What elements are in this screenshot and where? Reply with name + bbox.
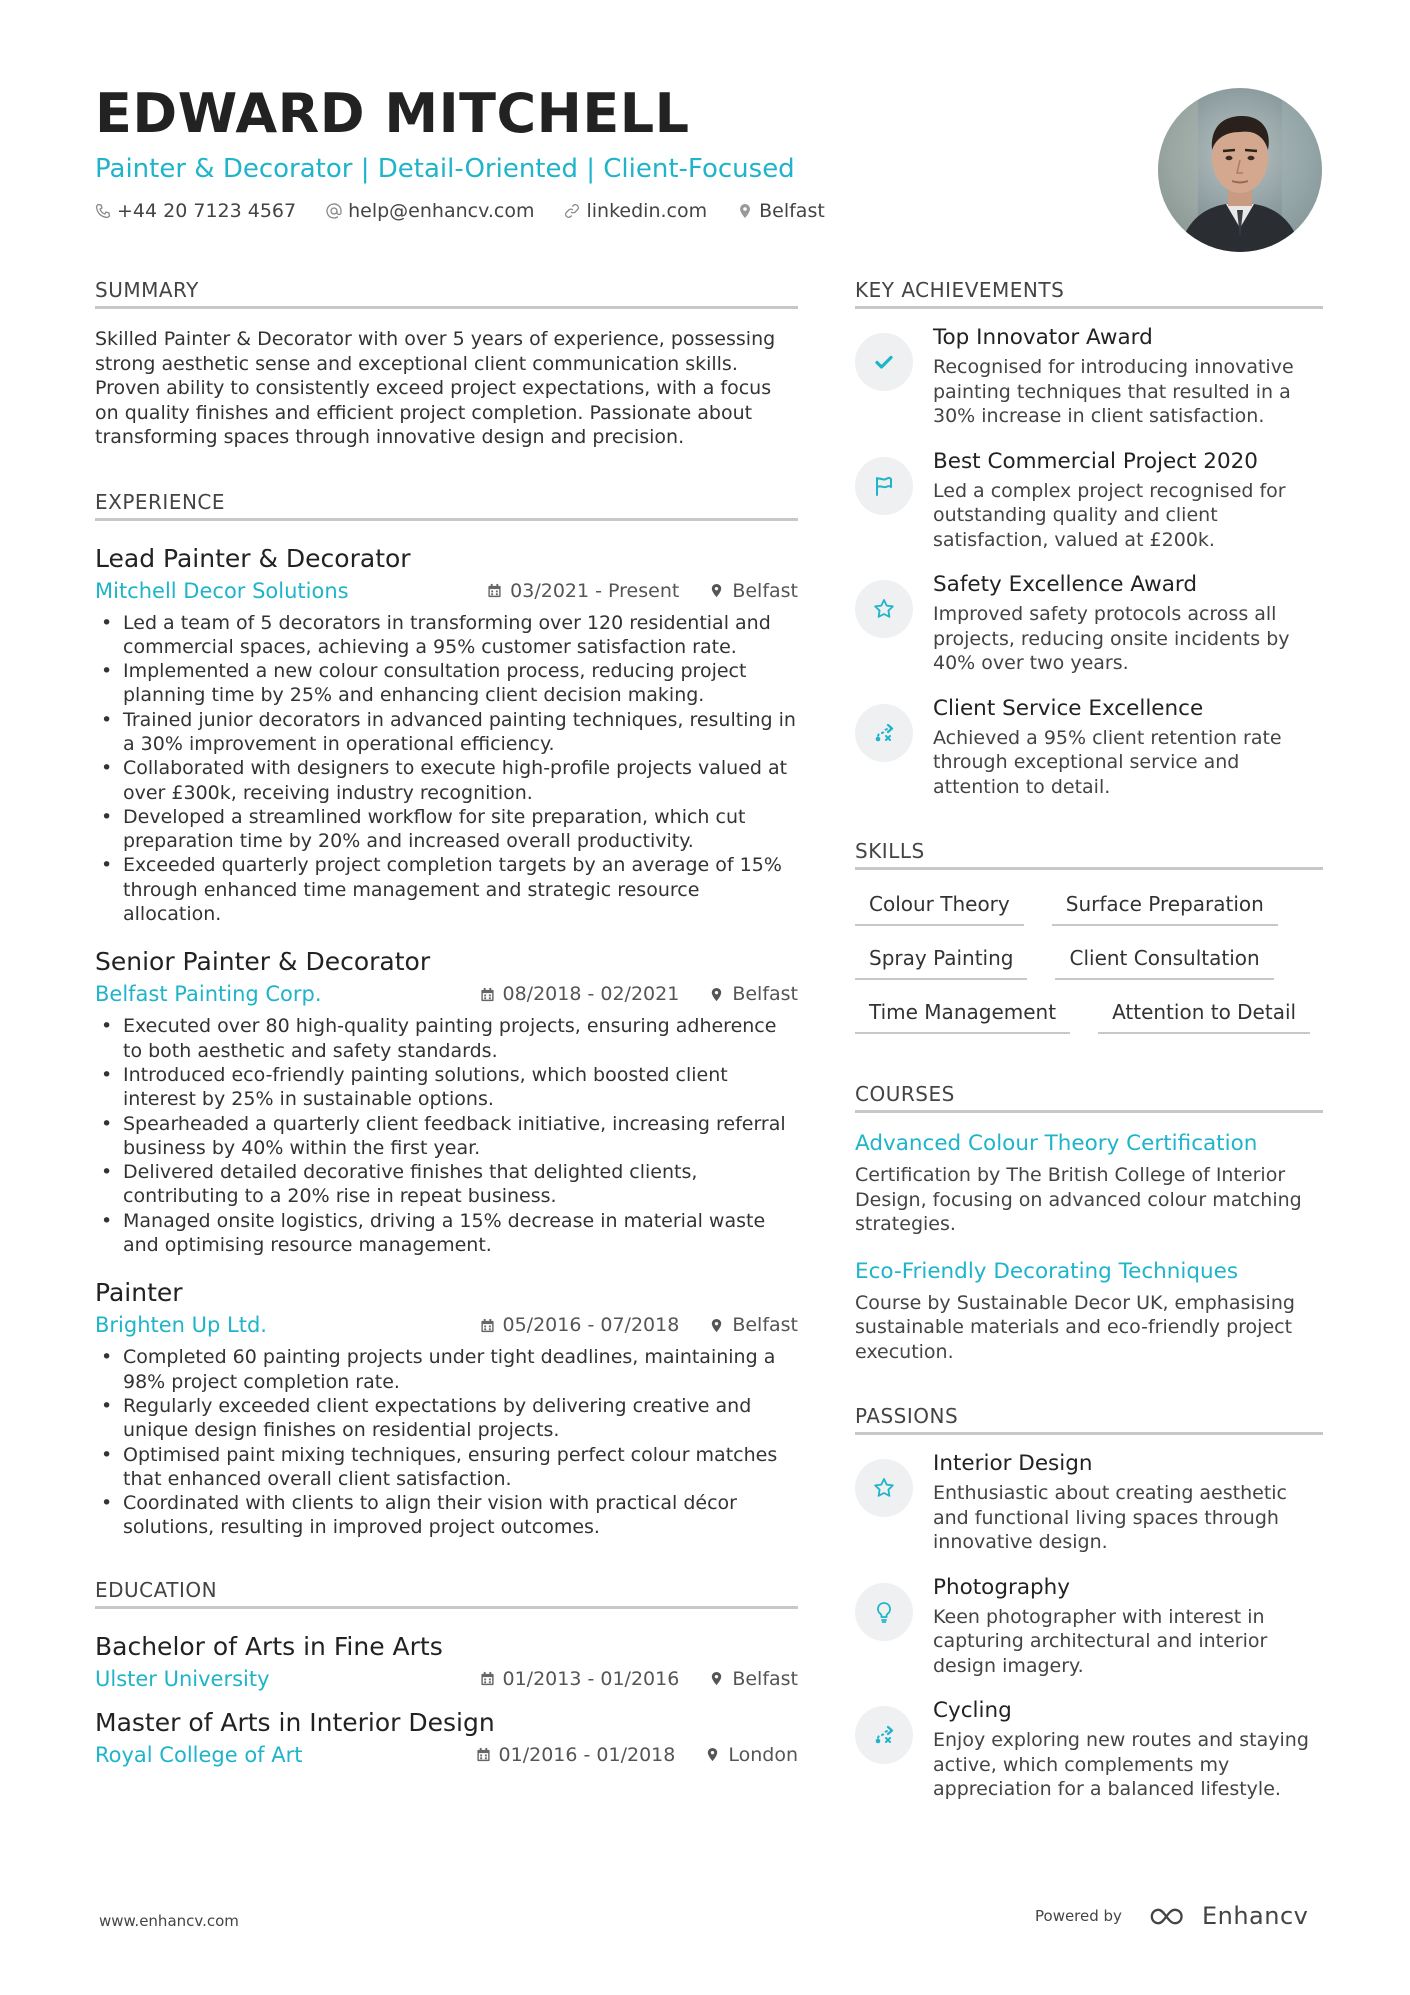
passion-body xyxy=(933,1449,1323,1555)
job-company: Mitchell Decor Solutions xyxy=(95,578,349,603)
education-school: Ulster University xyxy=(95,1666,270,1691)
contact-linkedin[interactable] xyxy=(564,200,707,222)
passion-desc: Keen photographer with interest in capturing architectural and interior design imagery. xyxy=(933,1605,1268,1677)
passion-icon-badge xyxy=(855,1459,913,1517)
passion-title: Photography xyxy=(933,1574,1070,1600)
job-bullet: • Collaborated with designers to execute high-profile projects valued at over £300k, receiving industry recognition. xyxy=(95,756,798,805)
passion-title: Cycling xyxy=(933,1698,1012,1723)
education-heading: EDUCATION xyxy=(95,1578,798,1609)
education-location-text: Belfast xyxy=(732,1667,798,1690)
skill-tag: Client Consultation xyxy=(1055,940,1273,980)
job-bullet: • Introduced eco-friendly painting solutions, which boosted client interest by 25% in sustainable options. xyxy=(95,1063,798,1112)
education-meta-right xyxy=(476,1744,798,1766)
calendar-icon xyxy=(480,987,495,1002)
education-meta xyxy=(95,1667,798,1691)
education-meta xyxy=(95,1743,798,1767)
job-bullet: • Executed over 80 high-quality painting projects, ensuring adherence to both aesthetic and safety standards. xyxy=(95,1014,798,1063)
job-meta xyxy=(95,982,798,1006)
course-desc: Certification by The British College of Interior Design, focusing on advanced colour matching strategies. xyxy=(855,1164,1302,1235)
location-pin-icon xyxy=(709,1671,724,1686)
right-column xyxy=(855,278,1323,1820)
passion-title: Interior Design xyxy=(933,1451,1093,1476)
enhancv-logo-icon xyxy=(1148,1905,1194,1928)
job-bullet: • Implemented a new colour consultation process, reducing project planning time by 25% and enhancing client decision making. xyxy=(95,659,798,708)
job-dates-text: 05/2016 - 07/2018 xyxy=(502,1314,680,1337)
location-pin-icon xyxy=(705,1747,720,1762)
left-column xyxy=(95,278,798,1783)
passion-item xyxy=(855,1449,1323,1555)
route-icon xyxy=(872,1723,896,1747)
candidate-name: EDWARD MITCHELL xyxy=(95,82,690,145)
job-location-text: Belfast xyxy=(732,983,798,1006)
education-degree: Master of Arts in Interior Design xyxy=(95,1707,495,1737)
job-location xyxy=(709,1314,798,1336)
job-bullets xyxy=(95,1014,798,1257)
achievement-title: Top Innovator Award xyxy=(933,325,1153,350)
education-location xyxy=(705,1744,798,1766)
job-meta-right xyxy=(480,983,799,1005)
education-dates-text: 01/2013 - 01/2016 xyxy=(502,1667,680,1690)
job-bullet: • Managed onsite logistics, driving a 15% decrease in material waste and optimising resource management. xyxy=(95,1209,798,1258)
job-role: Lead Painter & Decorator xyxy=(95,543,411,573)
achievement-item xyxy=(855,694,1323,800)
course-item xyxy=(855,1129,1323,1237)
education-dates xyxy=(476,1744,676,1766)
experience-heading: EXPERIENCE xyxy=(95,490,798,521)
job-entry xyxy=(95,543,798,927)
job-meta-right xyxy=(480,1314,799,1336)
contact-location xyxy=(737,200,825,222)
job-location-text: Belfast xyxy=(732,579,798,602)
course-item xyxy=(855,1257,1323,1365)
job-dates xyxy=(480,983,680,1005)
job-entry xyxy=(95,946,798,1257)
achievement-desc: Led a complex project recognised for outstanding quality and client satisfaction, valued at £200k. xyxy=(933,479,1286,551)
job-role: Senior Painter & Decorator xyxy=(95,947,431,977)
profile-photo xyxy=(1158,88,1322,252)
brand-name: Enhancv xyxy=(1201,1902,1309,1930)
achievement-icon-badge xyxy=(855,457,913,515)
passion-icon-badge xyxy=(855,1706,913,1764)
job-bullets xyxy=(95,1345,798,1539)
location-pin-icon xyxy=(709,1318,724,1333)
resume-header xyxy=(95,82,1095,222)
education-entry xyxy=(95,1631,798,1691)
job-bullet: • Optimised paint mixing techniques, ensuring perfect colour matches that enhanced overall client satisfaction. xyxy=(95,1443,798,1492)
route-icon xyxy=(872,721,896,745)
job-dates-text: 03/2021 - Present xyxy=(510,579,680,602)
job-meta xyxy=(95,1313,798,1337)
job-location-text: Belfast xyxy=(732,1314,798,1337)
location-pin-icon xyxy=(737,203,753,219)
skills-heading: SKILLS xyxy=(855,839,1323,870)
achievement-desc: Improved safety protocols across all projects, reducing onsite incidents by 40% over two years. xyxy=(933,603,1290,674)
achievement-icon-badge xyxy=(855,580,913,638)
job-dates xyxy=(480,1314,680,1336)
courses-heading: COURSES xyxy=(855,1082,1323,1113)
achievement-icon-badge xyxy=(855,704,913,762)
phone-icon xyxy=(95,203,111,219)
phone-text: +44 20 7123 4567 xyxy=(117,200,297,222)
contact-bar xyxy=(95,200,1095,222)
passion-desc: Enjoy exploring new routes and staying active, which complements my appreciation for a balanced lifestyle. xyxy=(933,1729,1309,1800)
skill-tag: Colour Theory xyxy=(855,886,1024,926)
summary-heading: SUMMARY xyxy=(95,278,798,309)
linkedin-text: linkedin.com xyxy=(586,200,708,222)
job-location xyxy=(709,983,798,1005)
achievement-item xyxy=(855,447,1323,553)
achievement-body xyxy=(933,323,1323,429)
summary-text: Skilled Painter & Decorator with over 5 years of experience, possessing strong aesthetic sense and exceptional client communication skills. Proven ability to consistently exceed project expectations, with a focus on quality finishes and efficient project completion. Passionate about transforming spaces through innovative design and precision. xyxy=(95,328,776,448)
job-bullet: • Trained junior decorators in advanced painting techniques, resulting in a 30% improvement in operational efficiency. xyxy=(95,708,798,757)
skill-tag: Time Management xyxy=(855,994,1070,1034)
job-dates-text: 08/2018 - 02/2021 xyxy=(502,983,680,1006)
job-bullet: • Exceeded quarterly project completion targets by an average of 15% through enhanced time management and strategic resource allocation. xyxy=(95,853,798,926)
job-entry xyxy=(95,1277,798,1539)
check-icon xyxy=(872,350,896,374)
calendar-icon xyxy=(480,1671,495,1686)
passion-body xyxy=(933,1696,1323,1802)
job-role: Painter xyxy=(95,1278,183,1308)
achievement-icon-badge xyxy=(855,333,913,391)
achievement-desc: Recognised for introducing innovative painting techniques that resulted in a 30% increase in client satisfaction. xyxy=(933,356,1294,427)
job-location xyxy=(709,580,798,602)
flag-icon xyxy=(872,474,896,498)
job-bullet: • Led a team of 5 decorators in transforming over 120 residential and commercial spaces, achieving a 95% customer satisfaction rate. xyxy=(95,611,798,660)
course-desc: Course by Sustainable Decor UK, emphasising sustainable materials and eco-friendly project execution. xyxy=(855,1291,1295,1363)
education-location-text: London xyxy=(728,1743,798,1766)
headline: Painter & Decorator | Detail-Oriented | Client-Focused xyxy=(95,154,795,184)
job-bullet: • Developed a streamlined workflow for site preparation, which cut preparation time by 20% and increased overall productivity. xyxy=(95,805,798,854)
passion-body xyxy=(933,1573,1323,1679)
job-bullet: • Spearheaded a quarterly client feedback initiative, increasing referral business by 40% within the first year. xyxy=(95,1112,798,1161)
passion-icon-badge xyxy=(855,1583,913,1641)
job-bullet: • Completed 60 painting projects under tight deadlines, maintaining a 98% project completion rate. xyxy=(95,1345,798,1394)
job-meta xyxy=(95,579,798,603)
job-bullet: • Coordinated with clients to align their vision with practical décor solutions, resulting in improved project outcomes. xyxy=(95,1491,798,1540)
education-location xyxy=(709,1668,798,1690)
job-company: Belfast Painting Corp. xyxy=(95,982,322,1007)
passion-item xyxy=(855,1696,1323,1802)
contact-email[interactable] xyxy=(326,200,534,222)
achievement-title: Client Service Excellence xyxy=(933,695,1204,721)
job-bullets xyxy=(95,611,798,927)
contact-phone[interactable] xyxy=(95,200,296,222)
passions-heading: PASSIONS xyxy=(855,1404,1323,1435)
job-bullet: • Regularly exceeded client expectations by delivering creative and unique design finishes on residential projects. xyxy=(95,1394,798,1443)
course-title: Advanced Colour Theory Certification xyxy=(855,1131,1258,1156)
education-school: Royal College of Art xyxy=(95,1742,303,1767)
achievement-desc: Achieved a 95% client retention rate through exceptional service and attention to detail. xyxy=(933,726,1282,798)
achievement-item xyxy=(855,323,1323,429)
passion-item xyxy=(855,1573,1323,1679)
skill-tag: Spray Painting xyxy=(855,940,1027,980)
email-text: help@enhancv.com xyxy=(348,200,535,222)
calendar-icon xyxy=(476,1747,491,1762)
job-bullet: • Delivered detailed decorative finishes that delighted clients, contributing to a 20% rise in repeat business. xyxy=(95,1160,798,1209)
job-company: Brighten Up Ltd. xyxy=(95,1313,267,1338)
skills-list xyxy=(855,884,1323,1034)
calendar-icon xyxy=(487,583,502,598)
star-icon xyxy=(872,1476,896,1500)
education-meta-right xyxy=(480,1668,799,1690)
footer-branding xyxy=(1035,1902,1308,1930)
link-icon xyxy=(564,203,580,219)
lightbulb-icon xyxy=(872,1600,896,1624)
powered-by-label: Powered by xyxy=(1035,1907,1122,1925)
location-text: Belfast xyxy=(759,200,825,222)
education-degree: Bachelor of Arts in Fine Arts xyxy=(95,1631,443,1661)
skill-tag: Attention to Detail xyxy=(1098,994,1310,1034)
education-dates-text: 01/2016 - 01/2018 xyxy=(498,1743,676,1766)
achievement-title: Safety Excellence Award xyxy=(933,572,1197,597)
job-dates xyxy=(487,580,679,602)
location-pin-icon xyxy=(709,583,724,598)
location-pin-icon xyxy=(709,987,724,1002)
achievement-body xyxy=(933,694,1323,800)
education-dates xyxy=(480,1668,680,1690)
brand-logo[interactable] xyxy=(1148,1902,1308,1930)
achievement-body xyxy=(933,570,1323,676)
job-meta-right xyxy=(487,580,798,602)
achievement-title: Best Commercial Project 2020 xyxy=(933,448,1258,474)
passion-desc: Enthusiastic about creating aesthetic and functional living spaces through innovative design. xyxy=(933,1482,1288,1553)
education-entry xyxy=(95,1707,798,1767)
skill-tag: Surface Preparation xyxy=(1052,886,1278,926)
achievement-body xyxy=(933,447,1323,553)
achievements-heading: KEY ACHIEVEMENTS xyxy=(855,278,1323,309)
calendar-icon xyxy=(480,1318,495,1333)
footer-website[interactable]: www.enhancv.com xyxy=(99,1912,239,1930)
achievement-item xyxy=(855,570,1323,676)
at-icon xyxy=(326,203,342,219)
course-title: Eco-Friendly Decorating Techniques xyxy=(855,1258,1239,1284)
star-icon xyxy=(872,597,896,621)
avatar xyxy=(1158,88,1322,252)
